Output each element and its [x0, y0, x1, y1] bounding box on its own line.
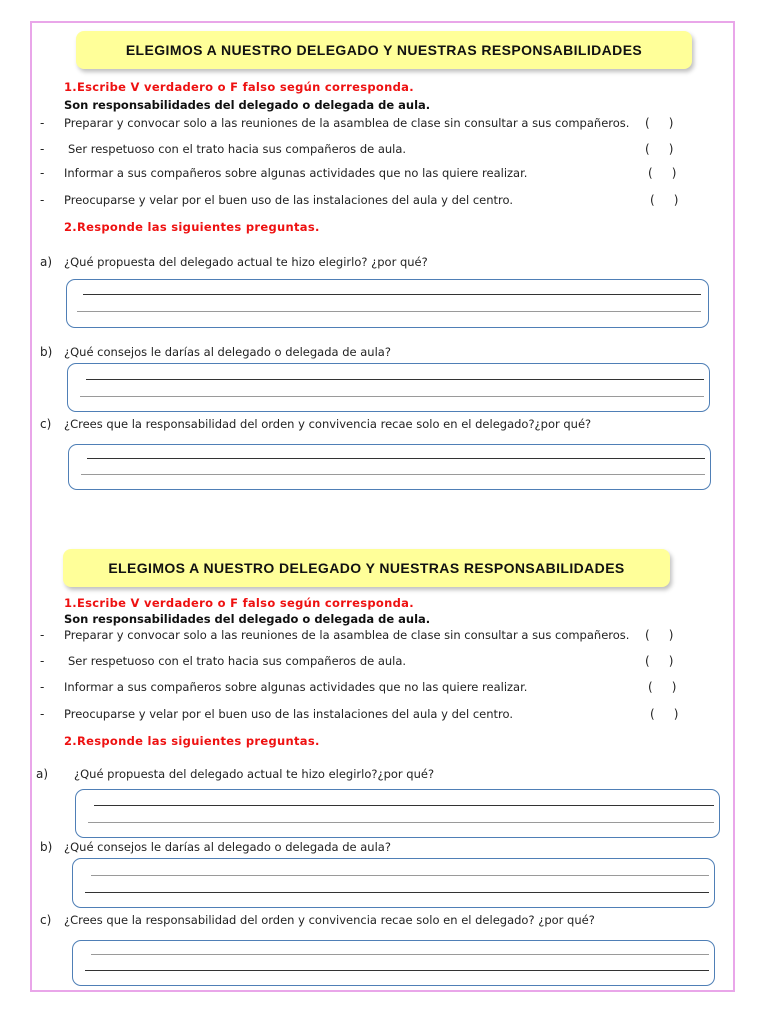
sheet1-question-a-letter: a): [40, 255, 53, 269]
answer-line: [91, 954, 709, 955]
sheet2-item2-answer[interactable]: ( ): [645, 654, 674, 668]
answer-line: [88, 822, 714, 823]
sheet2-item4-answer[interactable]: ( ): [650, 707, 679, 721]
answer-line: [86, 379, 704, 380]
sheet1-question-b-letter: b): [40, 345, 53, 359]
sheet1-item3-answer[interactable]: ( ): [648, 166, 677, 180]
sheet1-question-a-text: ¿Qué propuesta del delegado actual te hizo elegirlo? ¿por qué?: [64, 255, 428, 269]
answer-line: [91, 875, 709, 876]
sheet1-answer-box-b[interactable]: [67, 363, 710, 412]
sheet1-item4-text: Preocuparse y velar por el buen uso de las instalaciones del aula y del centro.: [64, 193, 513, 207]
answer-line: [83, 294, 701, 295]
sheet2-section1-heading: 1.Escribe V verdadero o F falso según corresponda.: [64, 596, 414, 610]
sheet1-answer-box-c[interactable]: [68, 444, 711, 490]
sheet2-item3-dash: -: [40, 680, 45, 694]
sheet2-section1-subheading: Son responsabilidades del delegado o delegada de aula.: [64, 612, 431, 626]
sheet1-item1-answer[interactable]: ( ): [645, 116, 674, 130]
sheet2-item2-text: Ser respetuoso con el trato hacia sus compañeros de aula.: [68, 654, 407, 668]
sheet2-answer-box-a[interactable]: [75, 789, 720, 838]
answer-line: [94, 805, 714, 806]
sheet1-item2-text: Ser respetuoso con el trato hacia sus compañeros de aula.: [68, 142, 407, 156]
sheet2-question-b-letter: b): [40, 840, 53, 854]
sheet2-answer-box-b[interactable]: [72, 858, 715, 908]
sheet1-item2-answer[interactable]: ( ): [645, 142, 674, 156]
sheet2-question-c-letter: c): [40, 913, 52, 927]
sheet2-item3-text: Informar a sus compañeros sobre algunas actividades que no las quiere realizar.: [64, 680, 528, 694]
sheet1-item2-dash: -: [40, 142, 45, 156]
sheet2-item4-text: Preocuparse y velar por el buen uso de las instalaciones del aula y del centro.: [64, 707, 513, 721]
sheet2-question-c-text: ¿Crees que la responsabilidad del orden y convivencia recae solo en el delegado? ¿por qué?: [64, 913, 595, 927]
sheet2-question-b-text: ¿Qué consejos le darías al delegado o delegada de aula?: [64, 840, 391, 854]
sheet1-section1-subheading: Son responsabilidades del delegado o delegada de aula.: [64, 98, 431, 112]
sheet1-question-c-letter: c): [40, 417, 52, 431]
sheet2-item4-dash: -: [40, 707, 45, 721]
sheet1-section2-heading: 2.Responde las siguientes preguntas.: [64, 220, 320, 234]
sheet1-item3-dash: -: [40, 166, 45, 180]
sheet2-item2-dash: -: [40, 654, 45, 668]
answer-line: [85, 892, 709, 893]
sheet2-question-a-letter: a): [36, 767, 49, 781]
answer-line: [77, 311, 701, 312]
sheet1-question-c-text: ¿Crees que la responsabilidad del orden y convivencia recae solo en el delegado?¿por qué?: [64, 417, 592, 431]
sheet2-answer-box-c[interactable]: [72, 940, 715, 986]
sheet2-item1-dash: -: [40, 628, 45, 642]
sheet1-section1-heading: 1.Escribe V verdadero o F falso según corresponda.: [64, 80, 414, 94]
sheet1-title: ELEGIMOS A NUESTRO DELEGADO Y NUESTRAS RESPONSABILIDADES: [76, 31, 692, 69]
sheet2-item1-text: Preparar y convocar solo a las reuniones de la asamblea de clase sin consultar a sus compañeros.: [64, 628, 630, 642]
answer-line: [81, 474, 705, 475]
sheet2-question-a-text: ¿Qué propuesta del delegado actual te hizo elegirlo?¿por qué?: [74, 767, 435, 781]
sheet2-section2-heading: 2.Responde las siguientes preguntas.: [64, 734, 320, 748]
answer-line: [80, 396, 704, 397]
sheet1-item4-dash: -: [40, 193, 45, 207]
answer-line: [87, 458, 705, 459]
sheet2-title: ELEGIMOS A NUESTRO DELEGADO Y NUESTRAS RESPONSABILIDADES: [63, 549, 670, 587]
sheet1-question-b-text: ¿Qué consejos le darías al delegado o delegada de aula?: [64, 345, 391, 359]
answer-line: [85, 970, 709, 971]
sheet1-item3-text: Informar a sus compañeros sobre algunas actividades que no las quiere realizar.: [64, 166, 528, 180]
sheet1-item1-dash: -: [40, 116, 45, 130]
sheet2-item3-answer[interactable]: ( ): [648, 680, 677, 694]
sheet1-item4-answer[interactable]: ( ): [650, 193, 679, 207]
sheet1-answer-box-a[interactable]: [66, 279, 709, 328]
sheet2-item1-answer[interactable]: ( ): [645, 628, 674, 642]
sheet1-item1-text: Preparar y convocar solo a las reuniones de la asamblea de clase sin consultar a sus compañeros.: [64, 116, 630, 130]
